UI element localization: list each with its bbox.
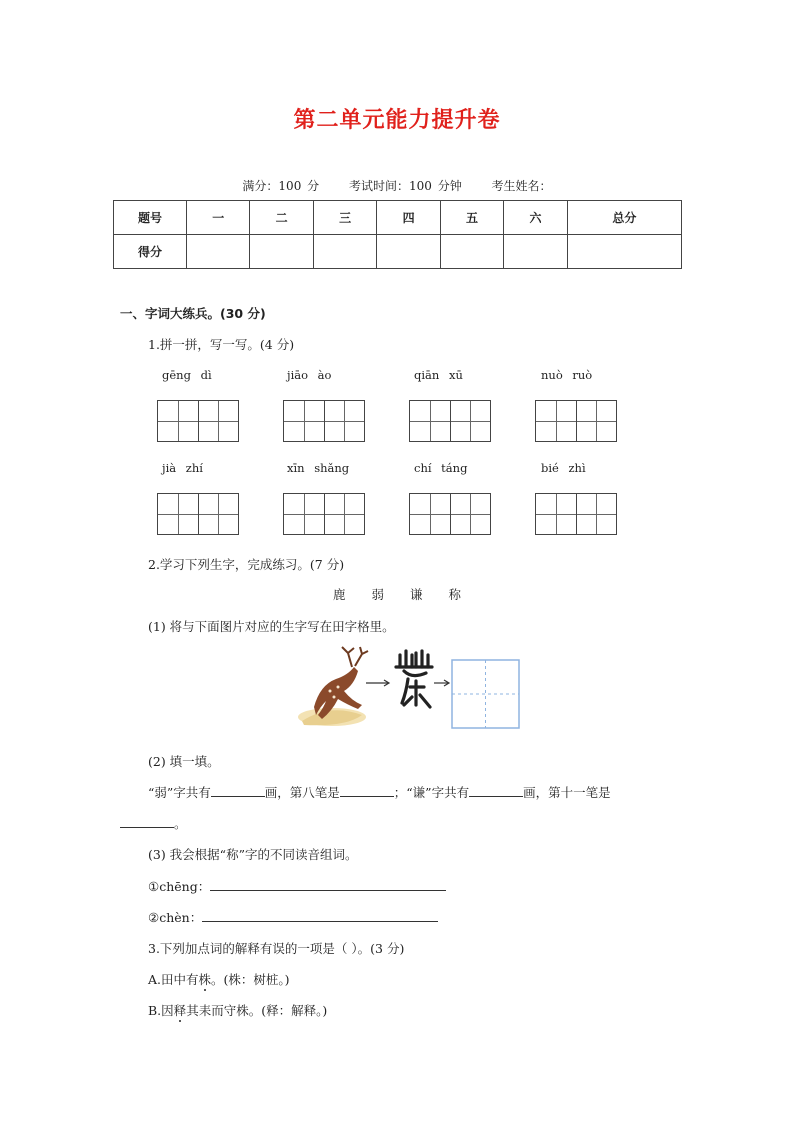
answer-blank[interactable] xyxy=(202,909,438,922)
question-3-prompt: 3.下列加点词的解释有误的一项是（ ）。(3 分) xyxy=(148,941,405,956)
option-text: B.因 xyxy=(148,1003,174,1018)
question-2-prompt: 2.学习下列生字，完成练习。(7 分) xyxy=(148,557,345,572)
tianzige-box[interactable] xyxy=(535,493,617,535)
tianzige-box[interactable] xyxy=(157,493,239,535)
table-cell-col: 四 xyxy=(377,201,440,235)
fill-blank[interactable] xyxy=(211,784,265,797)
fill-in-line xyxy=(148,783,611,801)
name-label: 考生姓名： xyxy=(491,179,552,193)
answer-blank[interactable] xyxy=(210,878,446,891)
table-cell-score-label: 得分 xyxy=(114,235,187,269)
deer-illustration xyxy=(292,645,522,731)
new-characters: 鹿 弱 谦 称 xyxy=(333,587,461,602)
reading-line xyxy=(148,877,446,895)
table-row-scores xyxy=(114,235,682,269)
table-row-header xyxy=(114,201,682,235)
score-cell[interactable] xyxy=(567,235,681,269)
question-1-prompt: 1.拼一拼，写一写。(4 分) xyxy=(148,337,295,352)
fill-in-line-cont xyxy=(120,814,187,832)
question-2-sub1: (1) 将与下面图片对应的生字写在田字格里。 xyxy=(148,619,395,634)
score-cell[interactable] xyxy=(250,235,313,269)
tianzige-box[interactable] xyxy=(283,400,365,442)
fill-text: 。 xyxy=(174,816,187,831)
fill-text: “弱”字共有 xyxy=(148,785,211,800)
option-text: A.田中有 xyxy=(148,972,199,987)
fill-blank[interactable] xyxy=(120,815,174,828)
exam-time: 考试时间：100 分钟 xyxy=(348,179,462,193)
reading-label: ①chēng： xyxy=(148,879,211,894)
reading-label: ②chèn： xyxy=(148,910,203,925)
dotted-word: 释 xyxy=(173,1003,187,1018)
fill-text: ；“谦”字共有 xyxy=(393,785,470,800)
question-2-sub2: (2) 填一填。 xyxy=(148,754,220,769)
table-cell-col: 一 xyxy=(187,201,250,235)
pinyin-label: gēng dì xyxy=(162,368,212,382)
option-b[interactable] xyxy=(148,1001,327,1019)
table-cell-header-label: 题号 xyxy=(114,201,187,235)
pinyin-label: qiān xū xyxy=(414,368,463,382)
option-text: 其耒而守株。(释：解释。) xyxy=(186,1003,328,1018)
table-cell-col: 六 xyxy=(504,201,567,235)
pinyin-label: chí táng xyxy=(414,461,468,475)
question-2-sub3: (3) 我会根据“称”字的不同读音组词。 xyxy=(148,847,358,862)
score-table xyxy=(113,200,682,269)
tianzige-box[interactable] xyxy=(535,400,617,442)
tianzige-box[interactable] xyxy=(409,400,491,442)
score-cell[interactable] xyxy=(313,235,376,269)
pinyin-label: nuò ruò xyxy=(541,368,593,382)
tianzige-box[interactable] xyxy=(157,400,239,442)
score-cell[interactable] xyxy=(440,235,503,269)
option-text: 。(株：树桩。) xyxy=(211,972,290,987)
pinyin-label: jiāo ào xyxy=(287,368,332,382)
pinyin-label: bié zhì xyxy=(541,461,586,475)
score-cell[interactable] xyxy=(377,235,440,269)
fill-text: 画，第十一笔是 xyxy=(523,785,611,800)
table-cell-col: 总分 xyxy=(567,201,681,235)
fill-text: 画，第八笔是 xyxy=(264,785,340,800)
reading-line xyxy=(148,908,438,926)
tianzige-box[interactable] xyxy=(283,493,365,535)
section-heading: 一、字词大练兵。(30 分) xyxy=(120,306,266,321)
score-cell[interactable] xyxy=(504,235,567,269)
exam-info xyxy=(0,177,794,194)
table-cell-col: 三 xyxy=(313,201,376,235)
dotted-word: 株 xyxy=(198,972,212,987)
fill-blank[interactable] xyxy=(469,784,523,797)
pinyin-label: xīn shǎng xyxy=(287,461,350,475)
option-a[interactable] xyxy=(148,970,290,988)
fill-blank[interactable] xyxy=(340,784,394,797)
table-cell-col: 五 xyxy=(440,201,503,235)
table-cell-col: 二 xyxy=(250,201,313,235)
page-title: 第二单元能力提升卷 xyxy=(293,108,501,133)
tianzige-box[interactable] xyxy=(409,493,491,535)
pinyin-label: jià zhí xyxy=(162,461,203,475)
score-cell[interactable] xyxy=(187,235,250,269)
full-score: 满分：100 分 xyxy=(242,179,320,193)
